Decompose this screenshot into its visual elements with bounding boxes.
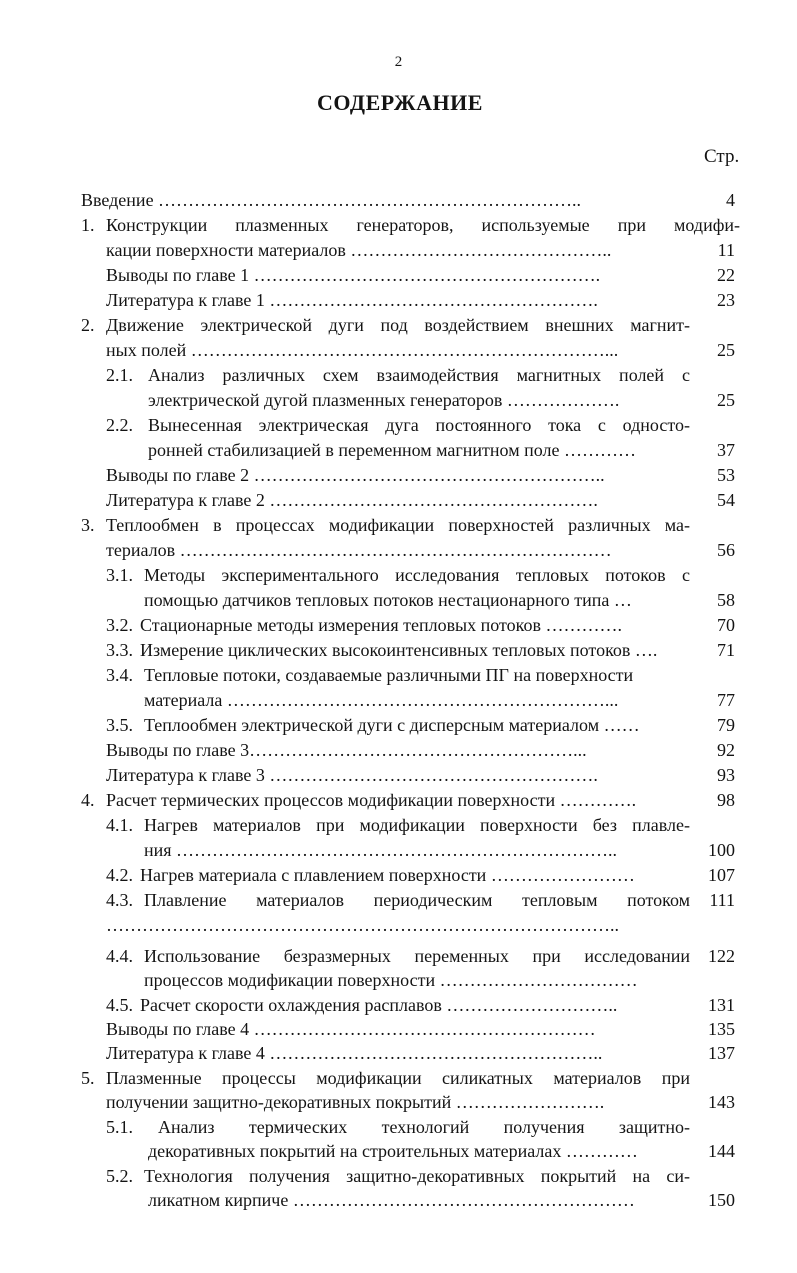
toc-entry-page: 71 [717, 640, 735, 660]
toc-entry-number: 2.1. [106, 365, 133, 385]
toc-entry-page: 135 [708, 1019, 735, 1039]
toc-entry-page: 98 [717, 790, 735, 810]
toc-entry-text: Теплообмен в процессах модификации поверхностей различных ма- [106, 515, 690, 535]
toc-entry-text: Стационарные методы измерения тепловых потоков …………. [140, 615, 623, 635]
toc-entry[interactable] [0, 263, 797, 287]
toc-entry-text: Выводы по главе 2 ………………………………………………….. [106, 465, 605, 485]
toc-entry-number: 4.3. [106, 890, 133, 910]
toc-entry[interactable] [0, 663, 797, 687]
toc-entry-page: 11 [717, 240, 735, 260]
toc-entry-text: Расчет скорости охлаждения расплавов ……………………….. [140, 995, 618, 1015]
toc-entry-text: кации поверхности материалов …………………………………….. [106, 240, 612, 260]
toc-entry[interactable] [0, 1017, 797, 1041]
toc-entry-page: 77 [717, 690, 735, 710]
toc-entry-number: 2.2. [106, 415, 133, 435]
toc-entry-number: 4.1. [106, 815, 133, 835]
toc-entry-text: электрической дугой плазменных генераторов ………………. [148, 390, 620, 410]
toc-entry-page: 56 [717, 540, 735, 560]
page-title: СОДЕРЖАНИЕ [317, 90, 483, 115]
toc-entry[interactable] [0, 813, 797, 837]
toc-entry[interactable] [0, 1115, 797, 1139]
toc-entry-text: помощью датчиков тепловых потоков нестационарного типа … [144, 590, 632, 610]
toc-entry-page: 25 [717, 340, 735, 360]
toc-entry-text: териалов ……………………………………………………………… [106, 540, 612, 560]
toc-entry-text: ния ……………………………………………………………….. [144, 840, 618, 860]
toc-entry[interactable] [0, 713, 797, 737]
toc-entry-page: 150 [708, 1190, 735, 1210]
toc-entry-number: 3.3. [106, 640, 133, 660]
toc-entry-page: 122 [708, 946, 735, 966]
toc-entry-text: Литература к главе 3 ………………………………………………. [106, 765, 598, 785]
toc-entry-page: 53 [717, 465, 735, 485]
toc-entry-number: 3.1. [106, 565, 133, 585]
toc-entry[interactable] [0, 838, 797, 862]
toc-entry[interactable] [0, 968, 797, 992]
toc-entry-text: Введение …………………………………………………………….. [81, 190, 582, 210]
toc-entry-text: Теплообмен электрической дуги с дисперсным материалом …… [144, 715, 640, 735]
toc-entry[interactable] [0, 563, 797, 587]
toc-entry-number: 5.2. [106, 1166, 133, 1186]
toc-entry-text: Конструкции плазменных генераторов, используемые при модифи- [106, 215, 740, 235]
toc-entry-text: процессов модификации поверхности …………………………… [144, 970, 638, 990]
toc-entry[interactable] [0, 338, 797, 362]
toc-entry-page: 4 [726, 190, 735, 210]
toc-entry-text: Измерение циклических высокоинтенсивных тепловых потоков …. [140, 640, 658, 660]
toc-entry[interactable] [0, 688, 797, 712]
toc-entry-text: Выводы по главе 4 ………………………………………………… [106, 1019, 596, 1039]
toc-entry-text: Вынесенная электрическая дуга постоянного тока с односто- [148, 415, 690, 435]
toc-entry[interactable] [0, 993, 797, 1017]
toc-entry[interactable] [0, 763, 797, 787]
toc-entry-page: 143 [708, 1092, 735, 1112]
toc-entry[interactable] [0, 463, 797, 487]
toc-entry-page: 131 [708, 995, 735, 1015]
toc-entry-number: 1. [81, 215, 95, 235]
toc-entry[interactable] [0, 488, 797, 512]
toc-entry[interactable] [0, 1139, 797, 1163]
toc-entry[interactable] [0, 513, 797, 537]
toc-entry-text: Нагрев материала с плавлением поверхности …………………… [140, 865, 635, 885]
toc-entry[interactable] [0, 363, 797, 387]
toc-entry[interactable] [0, 538, 797, 562]
toc-entry-text: Анализ различных схем взаимодействия магнитных полей с [148, 365, 690, 385]
toc-entry-text: Нагрев материалов при модификации поверхности без плавле- [144, 815, 690, 835]
toc-entry-text: Расчет термических процессов модификации поверхности …………. [106, 790, 637, 810]
toc-entry-page: 92 [717, 740, 735, 760]
toc-entry-text: декоративных покрытий на строительных материалах ………… [148, 1141, 638, 1161]
toc-entry-text: ликатном кирпиче ………………………………………………… [148, 1190, 635, 1210]
toc-entry-text: ………………………………………………………………………….. [106, 915, 619, 935]
toc-entry-text: Литература к главе 2 ………………………………………………. [106, 490, 598, 510]
toc-entry[interactable] [0, 913, 797, 937]
toc-entry-page: 54 [717, 490, 735, 510]
toc-entry-text: Использование безразмерных переменных при исследовании [144, 946, 690, 966]
toc-entry[interactable] [0, 313, 797, 337]
toc-entry[interactable] [0, 944, 797, 968]
toc-entry-text: Выводы по главе 3………………………………………………... [106, 740, 587, 760]
toc-entry-page: 107 [708, 865, 735, 885]
toc-entry-number: 3.2. [106, 615, 133, 635]
toc-entry-text: Литература к главе 1 ………………………………………………. [106, 290, 598, 310]
toc-entry-page: 144 [708, 1141, 735, 1161]
toc-entry-text: получении защитно-декоративных покрытий ……………………. [106, 1092, 605, 1112]
toc-entry[interactable] [0, 213, 797, 237]
toc-entry[interactable] [0, 613, 797, 637]
toc-entry-number: 3.5. [106, 715, 133, 735]
toc-entry-page: 79 [717, 715, 735, 735]
toc-entry-text: Выводы по главе 1 …………………………………………………. [106, 265, 601, 285]
toc-entry-text: ронней стабилизацией в переменном магнитном поле ………… [148, 440, 636, 460]
toc-entry[interactable] [0, 1188, 797, 1212]
toc-entry[interactable] [0, 413, 797, 437]
toc-entry-number: 4. [81, 790, 95, 810]
toc-entry-page: 93 [717, 765, 735, 785]
toc-entry[interactable] [0, 288, 797, 312]
toc-entry[interactable] [0, 388, 797, 412]
toc-entry-text: материала ………………………………………………………... [144, 690, 619, 710]
toc-entry-text: Технология получения защитно-декоративных покрытий на си- [144, 1166, 690, 1186]
toc-entry-number: 5.1. [106, 1117, 133, 1137]
toc-entry-text: Движение электрической дуги под воздействием внешних магнит- [106, 315, 690, 335]
toc-entry-number: 3.4. [106, 665, 133, 685]
toc-entry[interactable] [0, 788, 797, 812]
toc-entry-page: 23 [717, 290, 735, 310]
toc-entry[interactable] [0, 1066, 797, 1090]
toc-entry-number: 3. [81, 515, 95, 535]
toc-entry-text: Литература к главе 4 ……………………………………………….. [106, 1043, 603, 1063]
toc-entry[interactable] [0, 888, 797, 912]
toc-entry-page: 58 [717, 590, 735, 610]
toc-entry-page: 111 [709, 890, 735, 910]
toc-entry-page: 37 [717, 440, 735, 460]
toc-entry[interactable] [0, 1090, 797, 1114]
toc-entry[interactable] [0, 238, 797, 262]
toc-entry-number: 4.2. [106, 865, 133, 885]
toc-entry-text: Методы экспериментального исследования тепловых потоков с [144, 565, 690, 585]
page-column-label: Стр. [704, 146, 740, 167]
toc-entry[interactable] [0, 588, 797, 612]
toc-entry-number: 4.5. [106, 995, 133, 1015]
toc-entry-page: 100 [708, 840, 735, 860]
toc-entry-text: Плазменные процессы модификации силикатных материалов при [106, 1068, 690, 1088]
toc-entry[interactable] [0, 863, 797, 887]
toc-entry[interactable] [0, 438, 797, 462]
toc-entry-number: 2. [81, 315, 95, 335]
toc-entry-number: 5. [81, 1068, 95, 1088]
toc-entry[interactable] [0, 1164, 797, 1188]
toc-entry[interactable] [0, 638, 797, 662]
toc-entry[interactable] [0, 738, 797, 762]
toc-entry-text: ных полей ……………………………………………………………... [106, 340, 619, 360]
toc-entry-page: 137 [708, 1043, 735, 1063]
page-number: 2 [394, 54, 403, 70]
toc-entry-page: 70 [717, 615, 735, 635]
toc-entry-page: 22 [717, 265, 735, 285]
toc-entry[interactable] [0, 188, 797, 212]
toc-entry-text: Тепловые потоки, создаваемые различными ПГ на поверхности [144, 665, 634, 685]
toc-entry[interactable] [0, 1041, 797, 1065]
toc-entry-page: 25 [717, 390, 735, 410]
toc-entry-text: Анализ термических технологий получения защитно- [158, 1117, 690, 1137]
toc-entry-text: Плавление материалов периодическим тепловым потоком [144, 890, 690, 910]
toc-entry-number: 4.4. [106, 946, 133, 966]
